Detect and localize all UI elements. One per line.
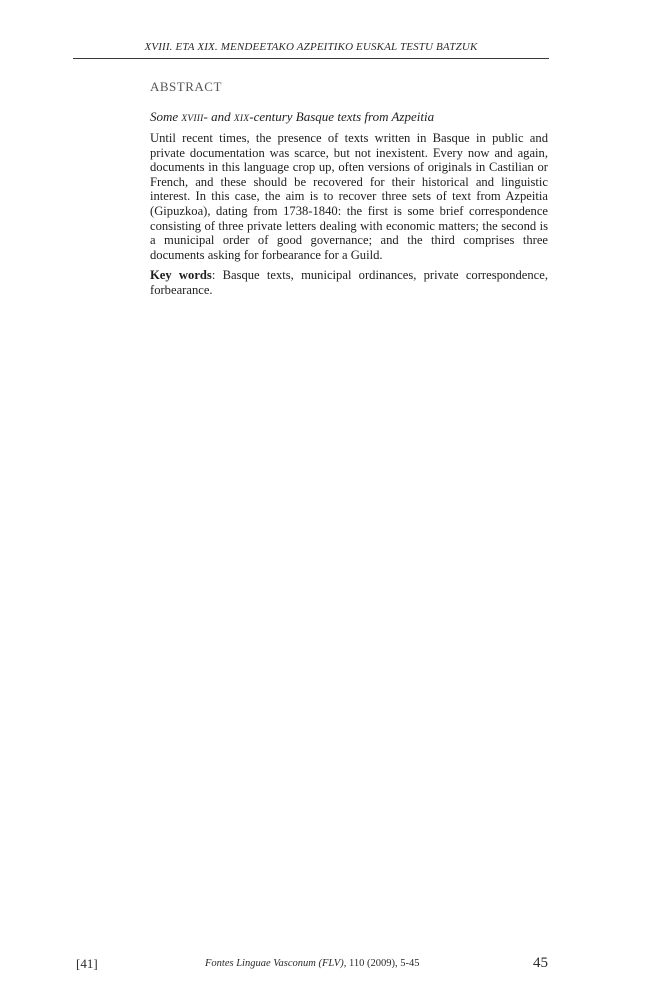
keywords-label: Key words [150, 268, 212, 283]
header-rule [73, 58, 549, 59]
abstract-heading: ABSTRACT [150, 79, 222, 94]
footer-page-number: 45 [533, 955, 548, 971]
keywords [150, 268, 548, 297]
subtitle-part: -century Basque texts from Azpeitia [249, 109, 435, 124]
footer-page-bracket: [41] [76, 956, 98, 971]
footer-journal-name: Fontes Linguae Vasconum (FLV) [205, 958, 344, 969]
footer-citation [205, 958, 419, 969]
subtitle-century-18: XVIII [181, 114, 204, 124]
abstract-subtitle [150, 109, 548, 127]
subtitle-century-19: XIX [233, 114, 250, 124]
subtitle-part: Some [150, 109, 182, 124]
abstract-body: Until recent times, the presence of texts written in Basque in public and private documentation was scarce, but not inexistent. Every now and again, documents in this language crop up, often versions of originals in Castilian or French, and these should be recovered for their historical and linguistic interest. In this case, the aim is to recover three sets of text from Azpeitia (Gipuzkoa), dating from 1738-1840: the first is some brief correspondence consisting of three private letters dealing with economic matters; the second is a municipal order of good governance; and the third comprises three documents asking for forbearance for a Guild. [150, 131, 548, 262]
keywords-text: : Basque texts, municipal ordinances, private correspondence, forbearance. [150, 268, 549, 297]
abstract-section [150, 79, 548, 298]
footer-citation-details: , 110 (2009), 5-45 [343, 958, 420, 969]
running-head: XVIII. ETA XIX. MENDEETAKO AZPEITIKO EUSKAL TESTU BATZUK [144, 41, 478, 53]
subtitle-part: - and [203, 109, 234, 124]
